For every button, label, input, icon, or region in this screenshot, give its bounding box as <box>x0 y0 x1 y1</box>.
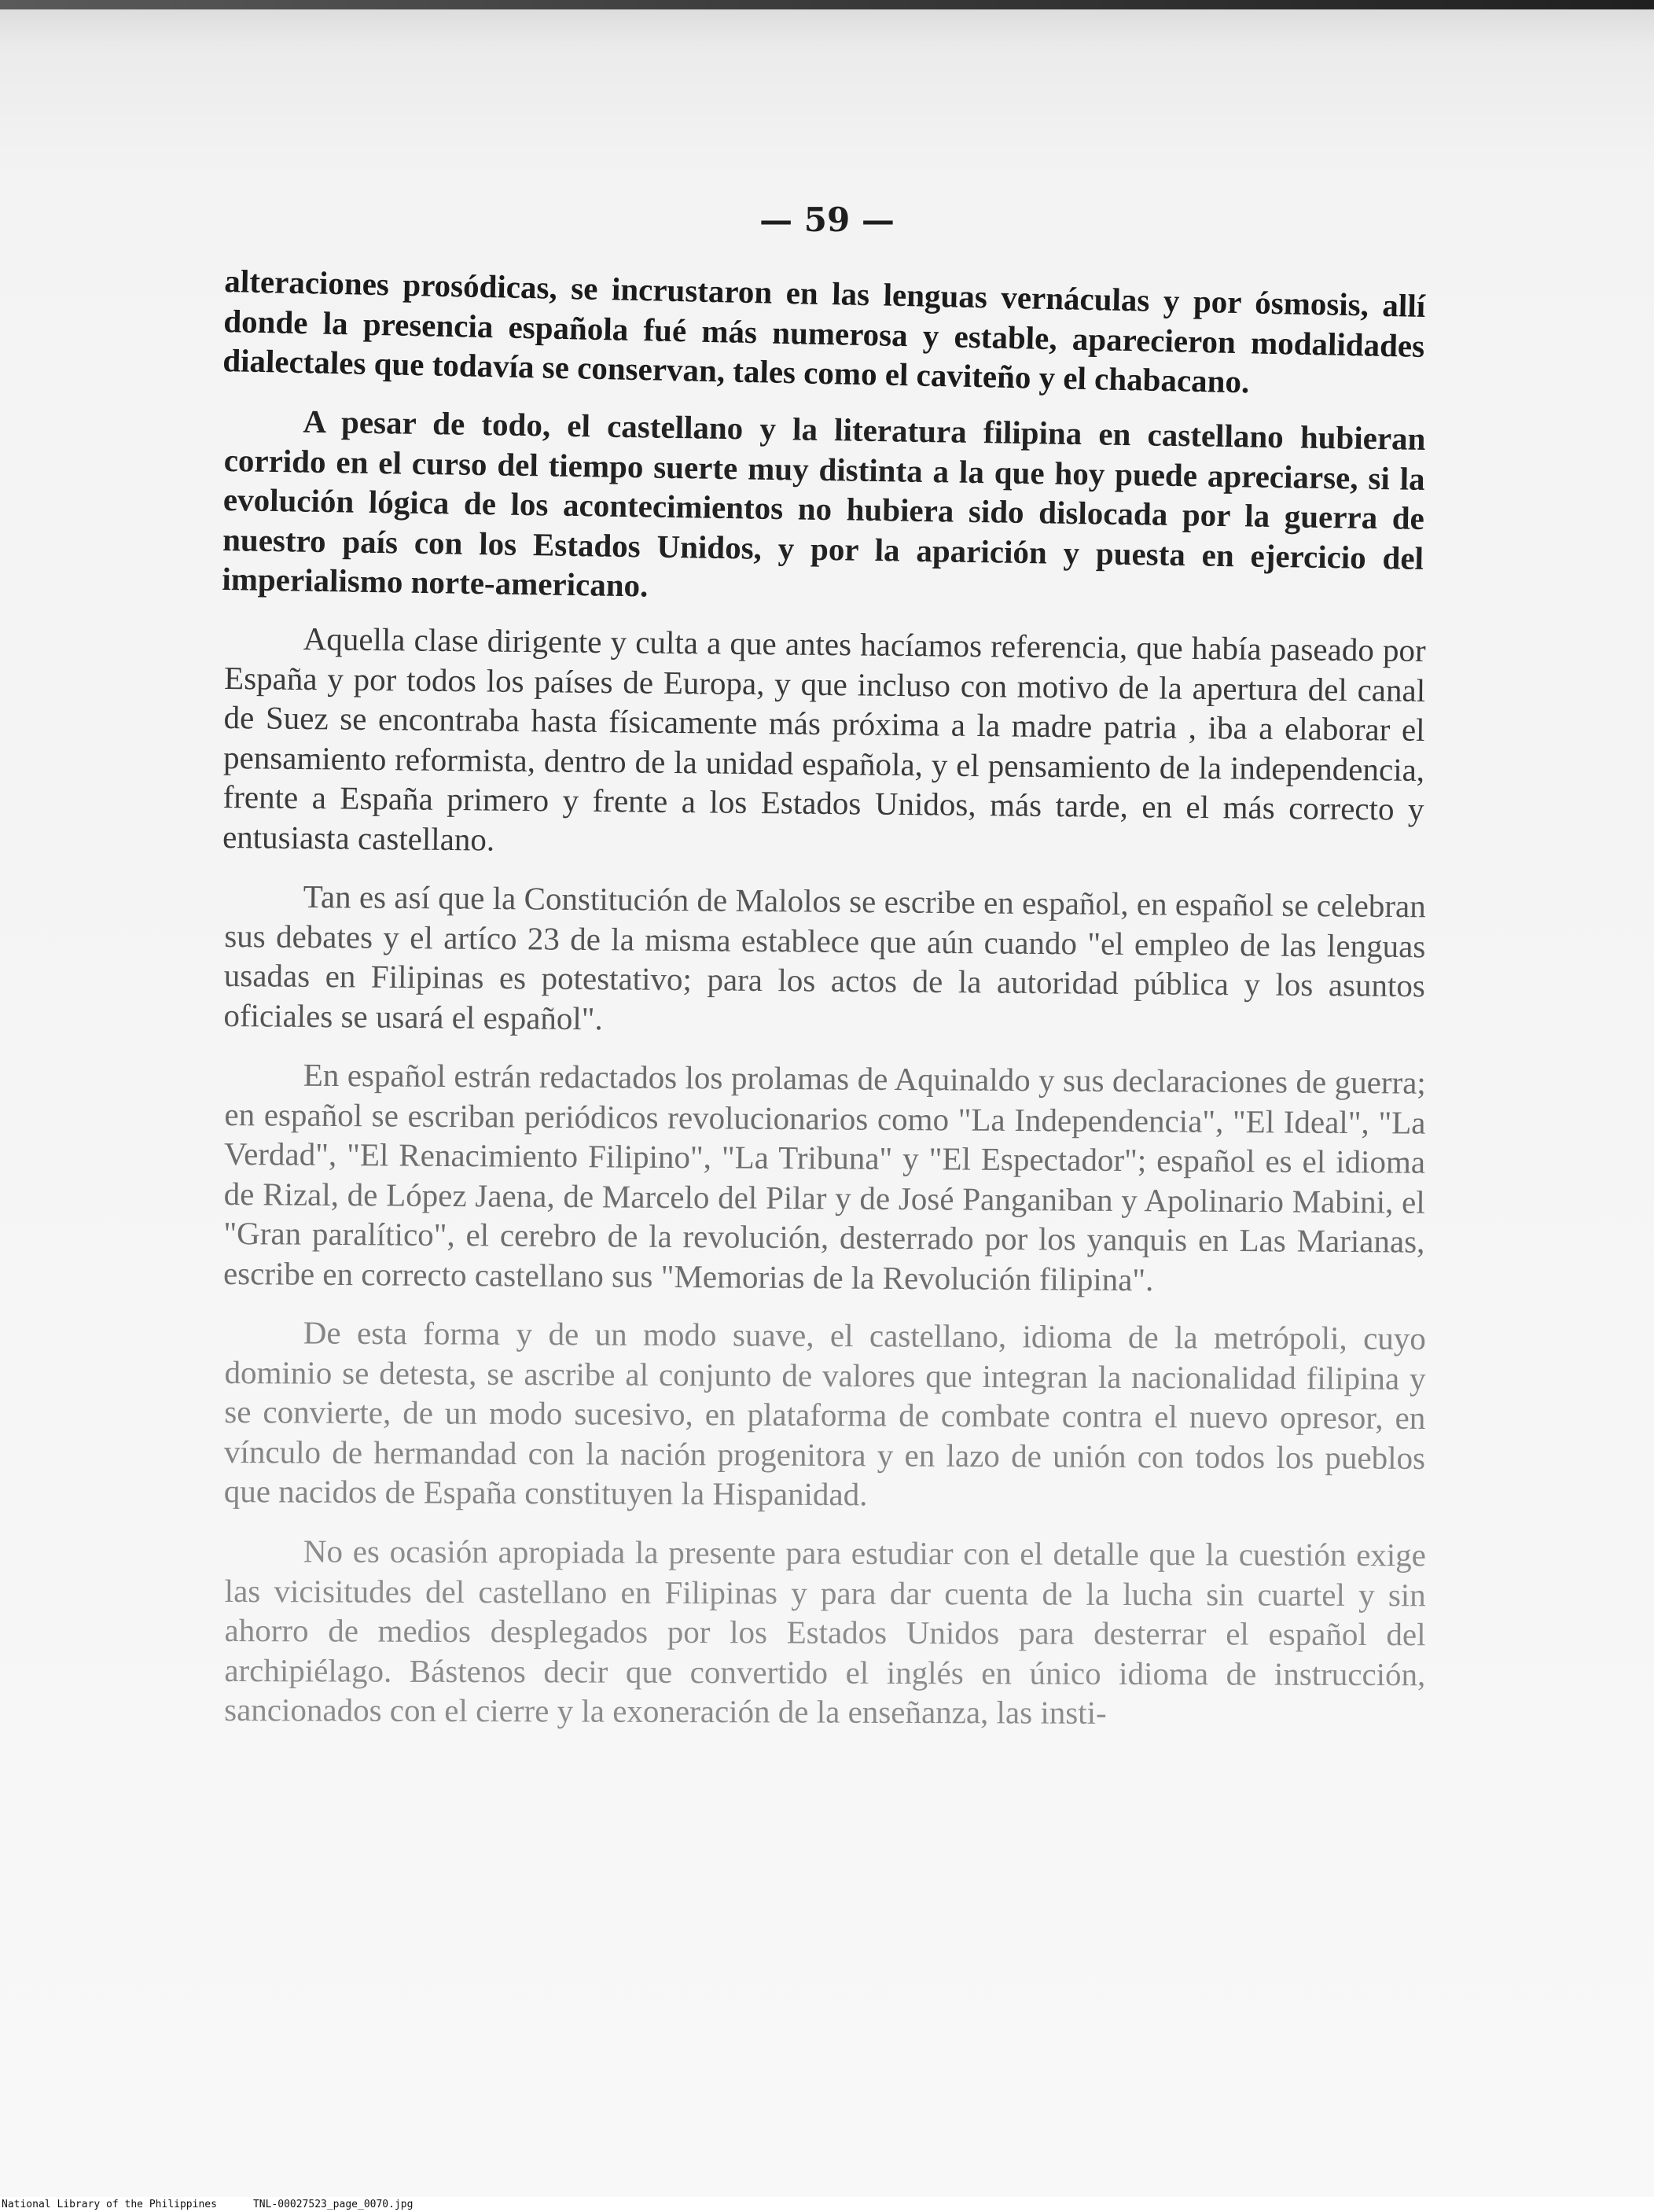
paragraph-3: Aquella clase dirigente y culta a que antes hacíamos referencia, que había paseado por España y por todos los países de Europa, y que incluso con motivo de la apertura del canal de Suez se encontraba hasta físicamente más próxima a la madre patria , iba a elaborar el pensamiento reformista, dentro de la unidad española, y el pensamiento de la independencia, frente a España primero y frente a los Estados Unidos, más tarde, en el más correcto y entusiasta castellano. <box>222 620 1426 858</box>
paragraph-1: alteraciones prosódicas, se incrustaron en las lenguas vernáculas y por ósmosis, allí donde la presencia española fué más numerosa y estable, aparecieron modalidades dialectales que todavía se conservan, tales como el caviteño y el chabacano. <box>222 262 1426 400</box>
paragraph-7: No es ocasión apropiada la presente para estudiar con el detalle que la cuestión exige las vicisitudes del castellano en Filipinas y para dar cuenta de la lucha sin cuartel y sin ahorro de medios desplegados por los Estados Unidos para desterrar el español del archipiélago. Bástenos decir que convertido el inglés en único idioma de instrucción, sancionados con el cierre y la exoneración de la enseñanza, las insti- <box>224 1532 1426 1731</box>
scan-top-edge <box>0 0 1654 9</box>
paragraph-4: Tan es así que la Constitución de Malolos se escribe en español, en español se celebran sus debates y el artíco 23 de la misma establece que aún cuando "el empleo de las lenguas usadas en Filipinas es potestativo; para los actos de la autoridad pública y los asuntos oficiales se usará el español". <box>223 878 1426 1036</box>
footer-filename: TNL-00027523_page_0070.jpg <box>252 2199 414 2210</box>
body-text <box>222 261 1426 1749</box>
paragraph-6: De esta forma y de un modo suave, el castellano, idioma de la metrópoli, cuyo dominio se detesta, se ascribe al conjunto de valores que integran la nacionalidad filipina y se convierte, de un modo sucesivo, en plataforma de combate contra el nuevo opresor, en vínculo de hermandad con la nación progenitora y en lazo de unión con todos los pueblos que nacidos de España constituyen la Hispanidad. <box>223 1314 1426 1513</box>
page-number: — 59 — <box>759 201 895 239</box>
footer-source: National Library of the Philippines <box>2 2199 217 2210</box>
scan-footer <box>0 2197 1654 2212</box>
paragraph-5: En español estrán redactados los prolamas de Aquinaldo y sus declaraciones de guerra; en español se escriban periódicos revolucionarios como "La Independencia", "El Ideal", "La Verdad", "El Renacimiento Filipino", "La Tribuna" y "El Espectador"; español es el idioma de Rizal, de López Jaena, de Marcelo del Pilar y de José Panganiban y Apolinario Mabini, el "Gran paralítico", el cerebro de la revolución, desterrado por los yanquis en Las Marianas, escribe en correcto castellano sus "Memorias de la Revolución filipina". <box>222 1056 1426 1297</box>
paragraph-2: A pesar de todo, el castellano y la literatura filipina en castellano hubieran corrido en el curso del tiempo suerte muy distinta a la que hoy puede apreciarse, si la evolución lógica de los acontecimientos no hubiera sido dislocada por la guerra de nuestro país con los Estados Unidos, y por la aparición y puesta en ejercicio del imperialismo norte-americano. <box>222 403 1426 603</box>
